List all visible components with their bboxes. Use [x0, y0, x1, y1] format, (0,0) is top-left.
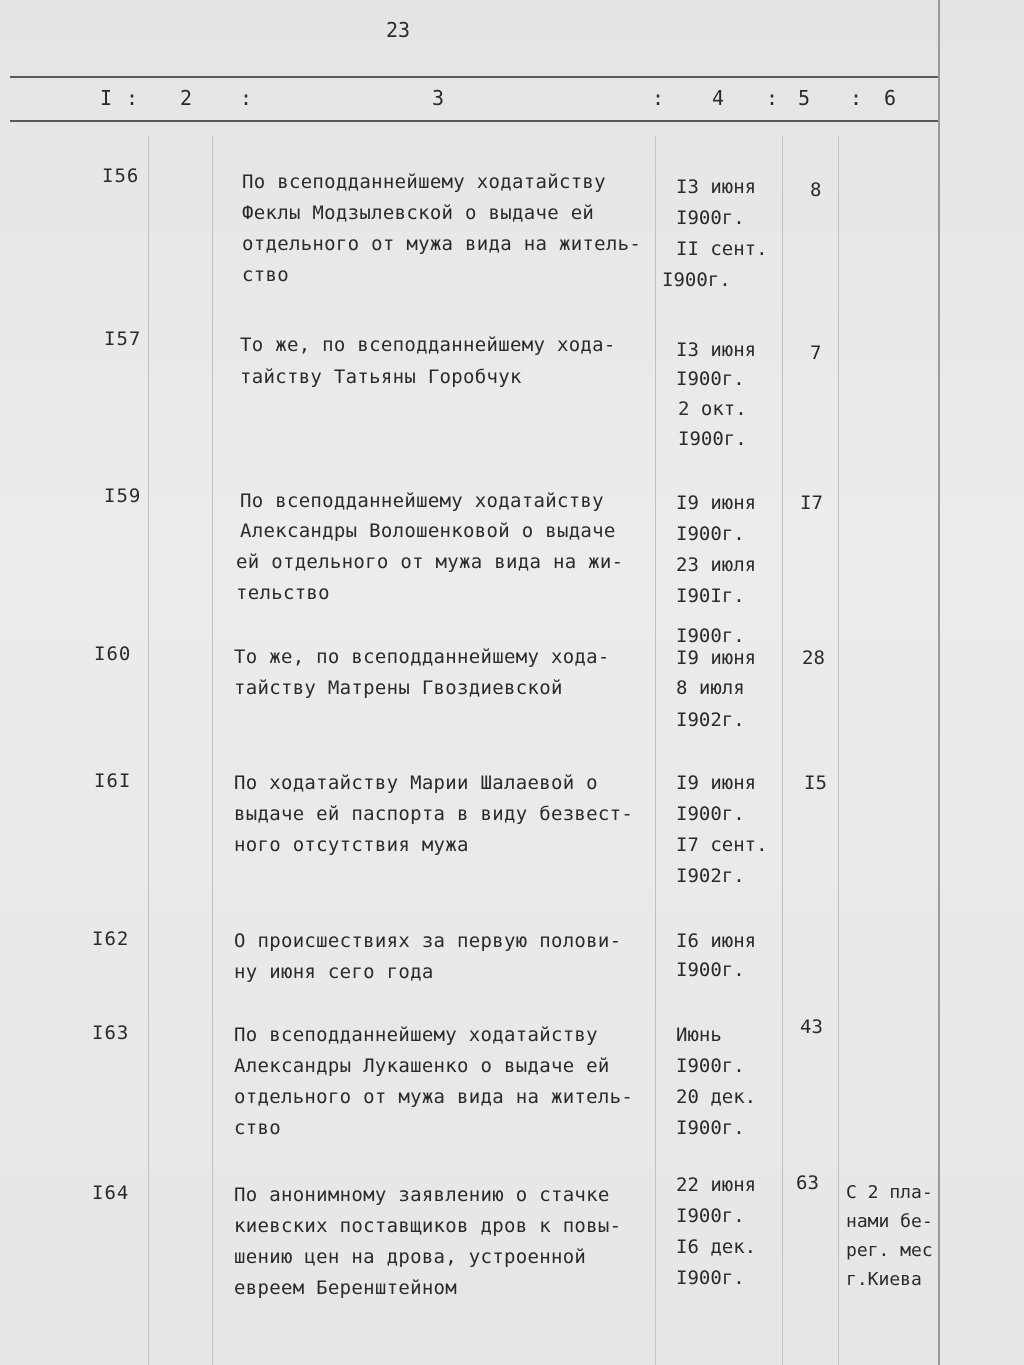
column-divider [838, 136, 839, 1365]
item-title-line: По анонимному заявлению о стачке [234, 1184, 610, 1206]
item-title-line: ство [234, 1117, 281, 1139]
item-date-line: I900г. [678, 428, 747, 450]
item-title-line: ей отдельного от мужа вида на жи- [236, 551, 624, 573]
item-title-line: ного отсутствия мужа [234, 834, 469, 856]
column-separator: : [126, 86, 139, 110]
item-date-line: I900г. [662, 269, 731, 291]
item-title-line: Феклы Модзылевской о выдаче ей [242, 202, 595, 224]
item-title-line: евреем Беренштейном [234, 1277, 458, 1299]
item-title-line: отдельного от мужа вида на житель- [242, 233, 642, 255]
item-title-line: тельство [236, 582, 330, 604]
item-date-line: I900г. [676, 625, 745, 647]
item-title-line: То же, по всеподданнейшему хода- [234, 646, 610, 668]
item-title-line: По всеподданнейшему ходатайству [234, 1024, 598, 1046]
item-title-line: По всеподданнейшему ходатайству [242, 171, 606, 193]
column-header-3: 3 [432, 86, 445, 110]
item-sheet-count: 28 [802, 647, 825, 669]
item-date-line: 2 окт. [678, 398, 747, 420]
item-sheet-count: 8 [810, 179, 822, 201]
item-date-line: I6 дек. [676, 1236, 757, 1258]
column-separator: : [240, 86, 253, 110]
item-title-line: тайству Матрены Гвоздиевской [234, 677, 563, 699]
item-sheet-count: I5 [804, 772, 827, 794]
header-top-rule [10, 76, 940, 78]
item-date-line: I900г. [676, 1205, 745, 1227]
item-number: I60 [94, 643, 132, 665]
item-title-line: По всеподданнейшему ходатайству [240, 490, 604, 512]
item-date-line: 22 июня [676, 1174, 757, 1196]
item-date-line: II сент. [676, 238, 768, 260]
column-header-5: 5 [798, 86, 811, 110]
item-date-line: I9 июня [676, 492, 757, 514]
item-date-line: I902г. [676, 709, 745, 731]
item-title-line: О происшествиях за первую полови- [234, 930, 622, 952]
column-divider [782, 136, 783, 1365]
column-header-4: 4 [712, 86, 725, 110]
item-title-line: шению цен на дрова, устроенной [234, 1246, 587, 1268]
item-number: I64 [92, 1182, 130, 1204]
item-date-line: I900г. [676, 1117, 745, 1139]
item-note-line: рег. мес [846, 1240, 933, 1261]
item-date-line: 8 июля [676, 677, 745, 699]
item-date-line: I9 июня [676, 772, 757, 794]
item-date-line: I900г. [676, 1267, 745, 1289]
item-sheet-count: 7 [810, 342, 822, 364]
item-date-line: I6 июня [676, 930, 757, 952]
item-title-line: Александры Волошенковой о выдаче [240, 520, 616, 542]
item-date-line: 23 июля [676, 554, 757, 576]
item-title-line: ство [242, 264, 289, 286]
item-date-line: I900г. [676, 368, 745, 390]
item-number: I63 [92, 1022, 130, 1044]
item-number: I62 [92, 928, 130, 950]
column-separator: : [850, 86, 863, 110]
column-divider [212, 136, 213, 1365]
item-date-line: I900г. [676, 1055, 745, 1077]
column-separator: : [766, 86, 779, 110]
item-number: I59 [104, 485, 142, 507]
item-sheet-count: 63 [796, 1172, 819, 1194]
item-title-line: Александры Лукашенко о выдаче ей [234, 1055, 610, 1077]
item-date-line: 20 дек. [676, 1086, 757, 1108]
column-separator: : [652, 86, 665, 110]
header-bottom-rule [10, 120, 940, 122]
item-date-line: I900г. [676, 803, 745, 825]
item-title-line: отдельного от мужа вида на житель- [234, 1086, 634, 1108]
page-edge [938, 0, 940, 1365]
item-title-line: тайству Татьяны Горобчук [240, 366, 522, 388]
item-date-line: I90Iг. [676, 585, 745, 607]
item-date-line: I3 июня [676, 176, 757, 198]
item-sheet-count: 43 [800, 1016, 823, 1038]
item-title-line: выдаче ей паспорта в виду безвест- [234, 803, 634, 825]
item-date-line: I902г. [676, 865, 745, 887]
item-date-line: I900г. [676, 207, 745, 229]
column-header-1: I [100, 86, 113, 110]
page-number: 23 [386, 18, 411, 42]
item-note-line: г.Киева [846, 1269, 922, 1290]
item-number: I6I [94, 770, 132, 792]
item-date-line: I7 сент. [676, 834, 768, 856]
item-date-line: I900г. [676, 959, 745, 981]
item-note-line: нами бе- [846, 1211, 933, 1232]
item-date-line: I3 июня [676, 339, 757, 361]
item-date-line: I9 июня [676, 647, 757, 669]
column-divider [655, 136, 656, 1365]
column-header-2: 2 [180, 86, 193, 110]
item-number: I57 [104, 328, 142, 350]
item-sheet-count: I7 [800, 492, 823, 514]
item-date-line: I900г. [676, 523, 745, 545]
column-divider [148, 136, 149, 1365]
item-title-line: То же, по всеподданнейшему хода- [240, 334, 616, 356]
item-note-line: С 2 пла- [846, 1182, 933, 1203]
item-number: I56 [102, 165, 140, 187]
item-title-line: киевских поставщиков дров к повы- [234, 1215, 622, 1237]
item-title-line: По ходатайству Марии Шалаевой о [234, 772, 598, 794]
item-date-line: Июнь [676, 1024, 722, 1046]
item-title-line: ну июня сего года [234, 961, 434, 983]
column-header-6: 6 [884, 86, 897, 110]
